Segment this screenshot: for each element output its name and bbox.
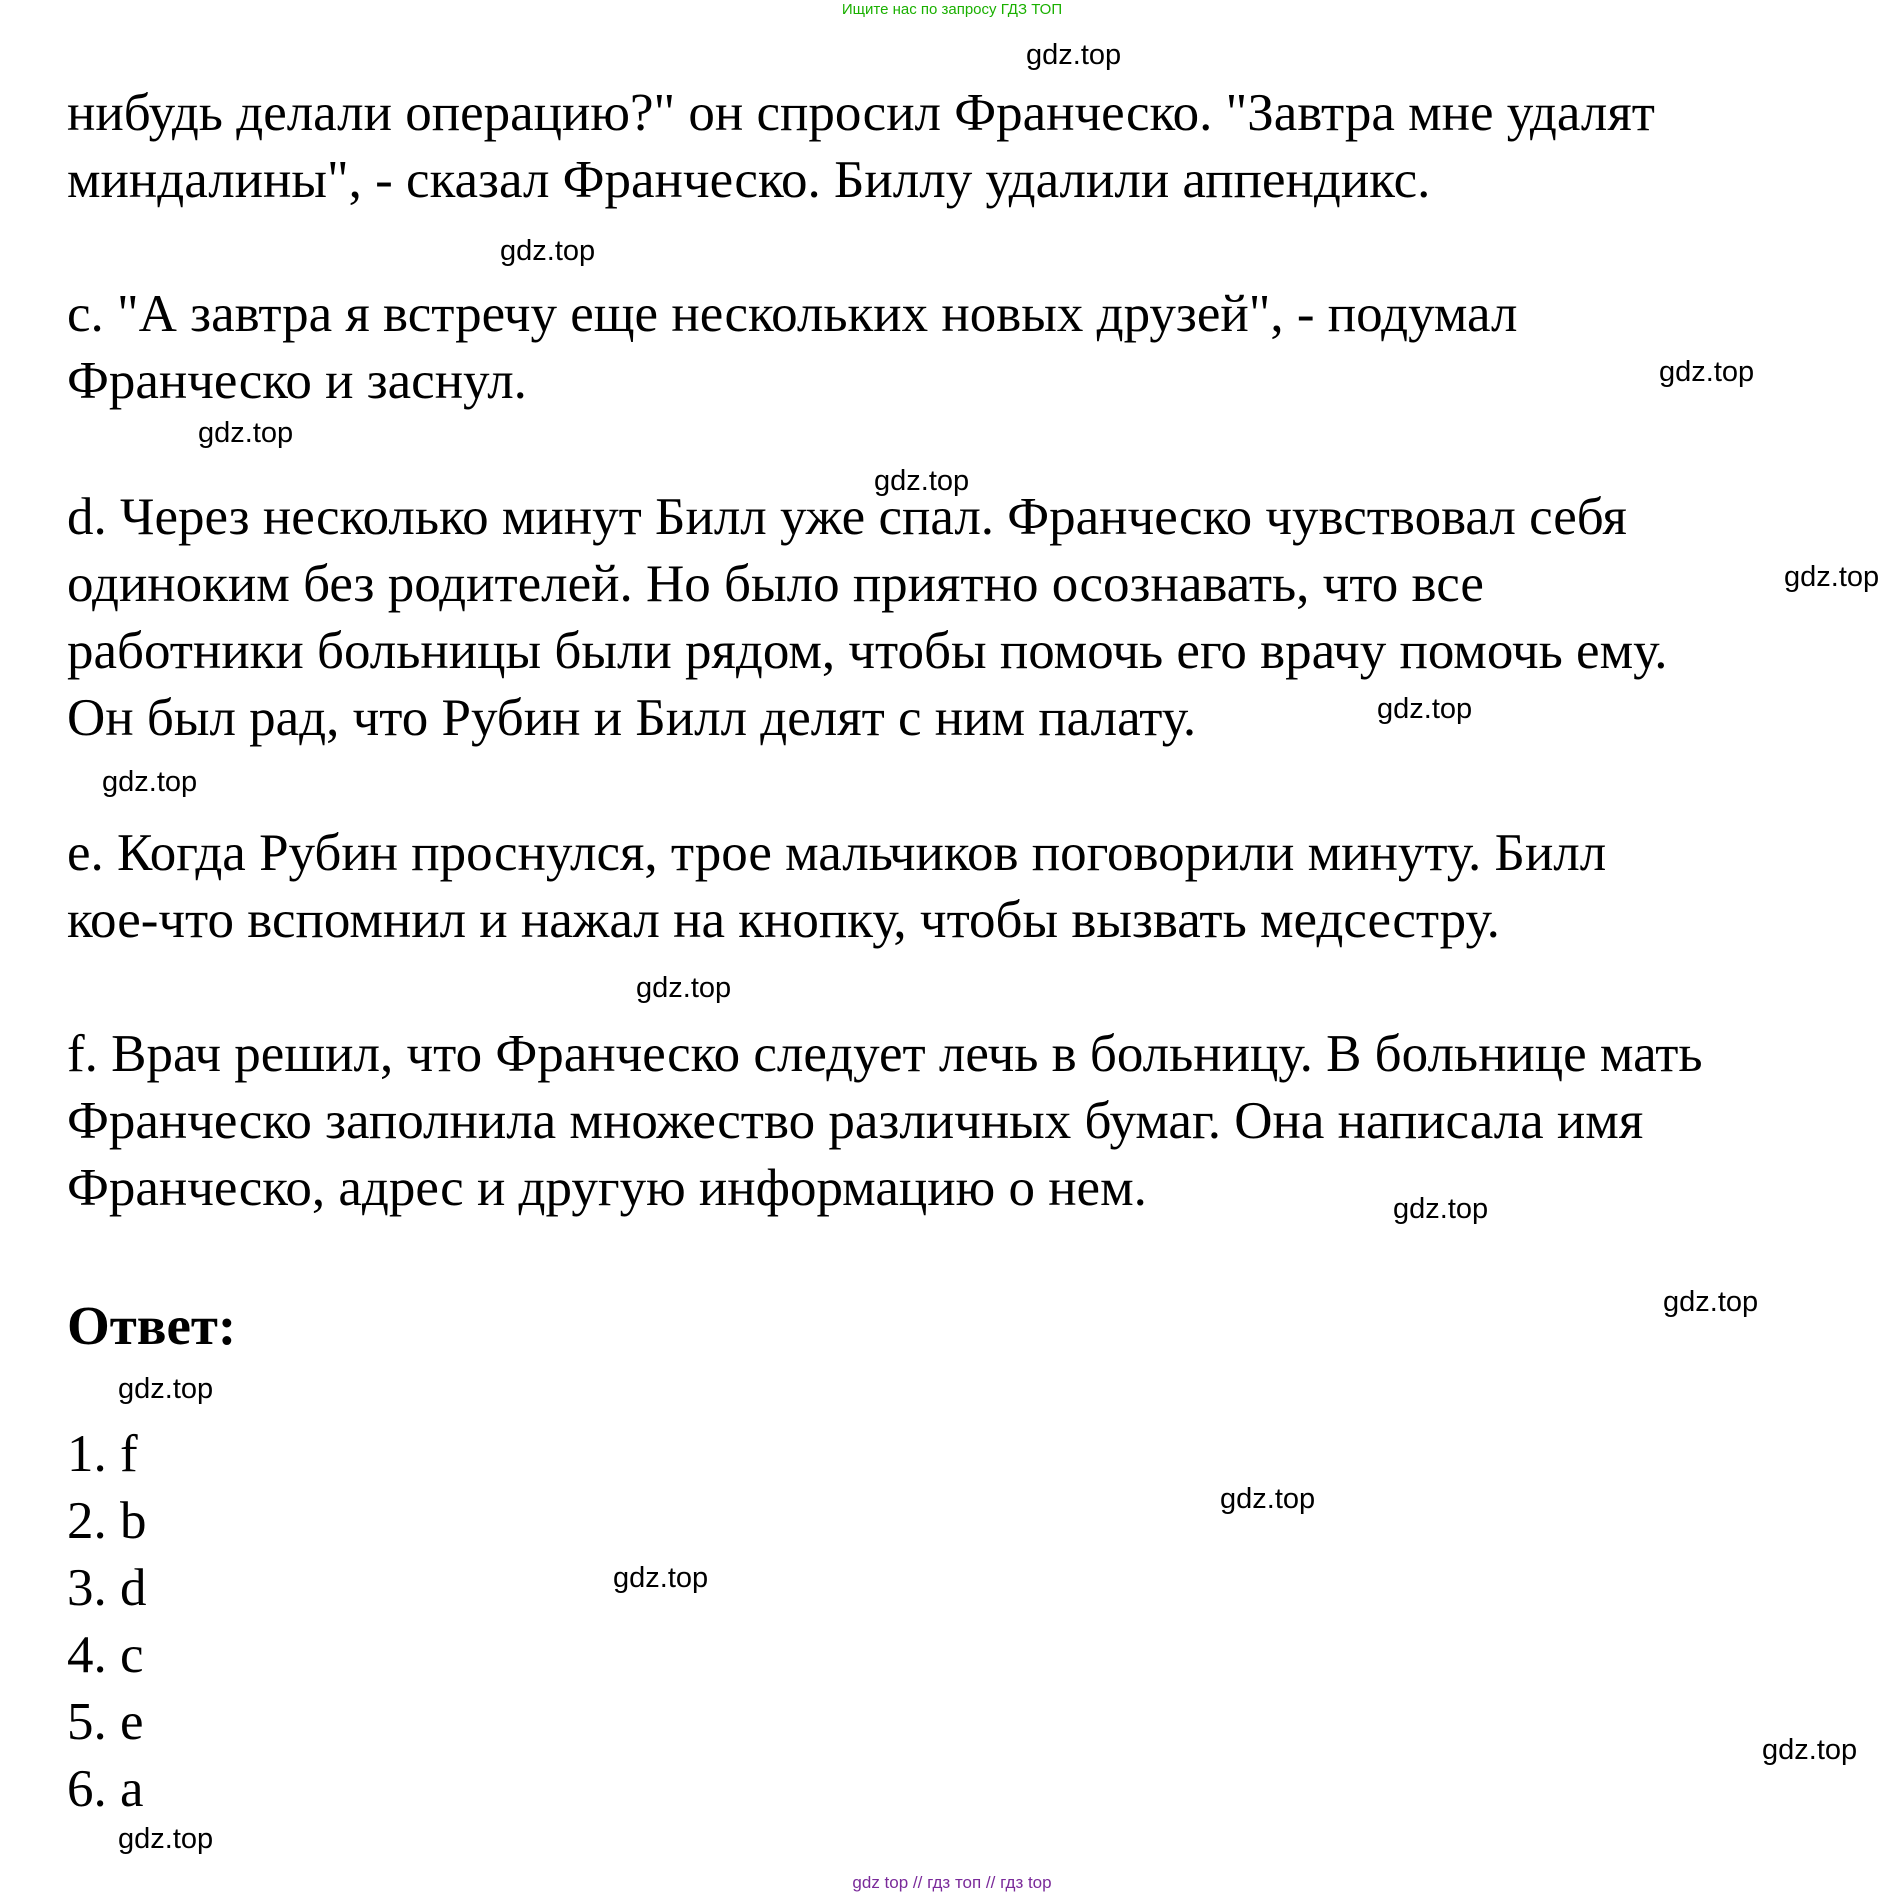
- answer-item: 2. b: [67, 1492, 147, 1550]
- paragraph-e: [67, 820, 1897, 954]
- paragraph-line: Франческо, адрес и другую информацию о нем.: [67, 1159, 1147, 1217]
- watermark: gdz.top: [118, 1373, 214, 1405]
- paragraph-c: [67, 281, 1897, 415]
- paragraph-line: c. "А завтра я встречу еще нескольких новых друзей", - подумал: [67, 285, 1518, 343]
- watermark: gdz.top: [1663, 1286, 1759, 1318]
- answer-item: 6. a: [67, 1760, 144, 1818]
- paragraph-line: f. Врач решил, что Франческо следует лечь в больницу. В больнице мать: [67, 1025, 1703, 1083]
- answer-item: 1. f: [67, 1425, 138, 1483]
- watermark: gdz.top: [1393, 1193, 1489, 1225]
- watermark: gdz.top: [1784, 561, 1880, 593]
- watermark: gdz.top: [1220, 1483, 1316, 1515]
- paragraph-f: [67, 1021, 1897, 1222]
- paragraph-line: кое-что вспомнил и нажал на кнопку, чтобы вызвать медсестру.: [67, 891, 1500, 949]
- paragraph-continuation: [67, 80, 1897, 214]
- answer-heading: Ответ:: [67, 1295, 237, 1356]
- answer-item: 3. d: [67, 1559, 147, 1617]
- watermark: gdz.top: [636, 972, 732, 1004]
- watermark: gdz.top: [1762, 1734, 1858, 1766]
- watermark: gdz.top: [613, 1562, 709, 1594]
- paragraph-d: [67, 484, 1897, 752]
- answer-list: [67, 1421, 147, 1823]
- paragraph-line: Он был рад, что Рубин и Билл делят с ним палату.: [67, 689, 1197, 747]
- watermark: gdz.top: [198, 417, 294, 449]
- watermark: gdz.top: [1659, 356, 1755, 388]
- paragraph-line: Франческо и заснул.: [67, 352, 527, 410]
- footer-links: gdz top // гдз топ // гдз top: [852, 1873, 1052, 1892]
- answer-item: 5. e: [67, 1693, 144, 1751]
- watermark: gdz.top: [1377, 693, 1473, 725]
- watermark: gdz.top: [118, 1823, 214, 1855]
- paragraph-line: нибудь делали операцию?" он спросил Франческо. "Завтра мне удалят: [67, 84, 1655, 142]
- watermark: gdz.top: [102, 766, 198, 798]
- paragraph-line: e. Когда Рубин проснулся, трое мальчиков поговорили минуту. Билл: [67, 824, 1607, 882]
- paragraph-line: миндалины", - сказал Франческо. Биллу удалили аппендикс.: [67, 151, 1431, 209]
- watermark: gdz.top: [1026, 39, 1122, 71]
- answer-item: 4. c: [67, 1626, 144, 1684]
- paragraph-line: Франческо заполнила множество различных бумаг. Она написала имя: [67, 1092, 1644, 1150]
- paragraph-line: работники больницы были рядом, чтобы помочь его врачу помочь ему.: [67, 622, 1668, 680]
- search-hint-banner: Ищите нас по запросу ГДЗ ТОП: [841, 1, 1063, 18]
- paragraph-line: d. Через несколько минут Билл уже спал. Франческо чувствовал себя: [67, 488, 1627, 546]
- paragraph-line: одиноким без родителей. Но было приятно осознавать, что все: [67, 555, 1484, 613]
- watermark: gdz.top: [500, 235, 596, 267]
- watermark: gdz.top: [874, 465, 970, 497]
